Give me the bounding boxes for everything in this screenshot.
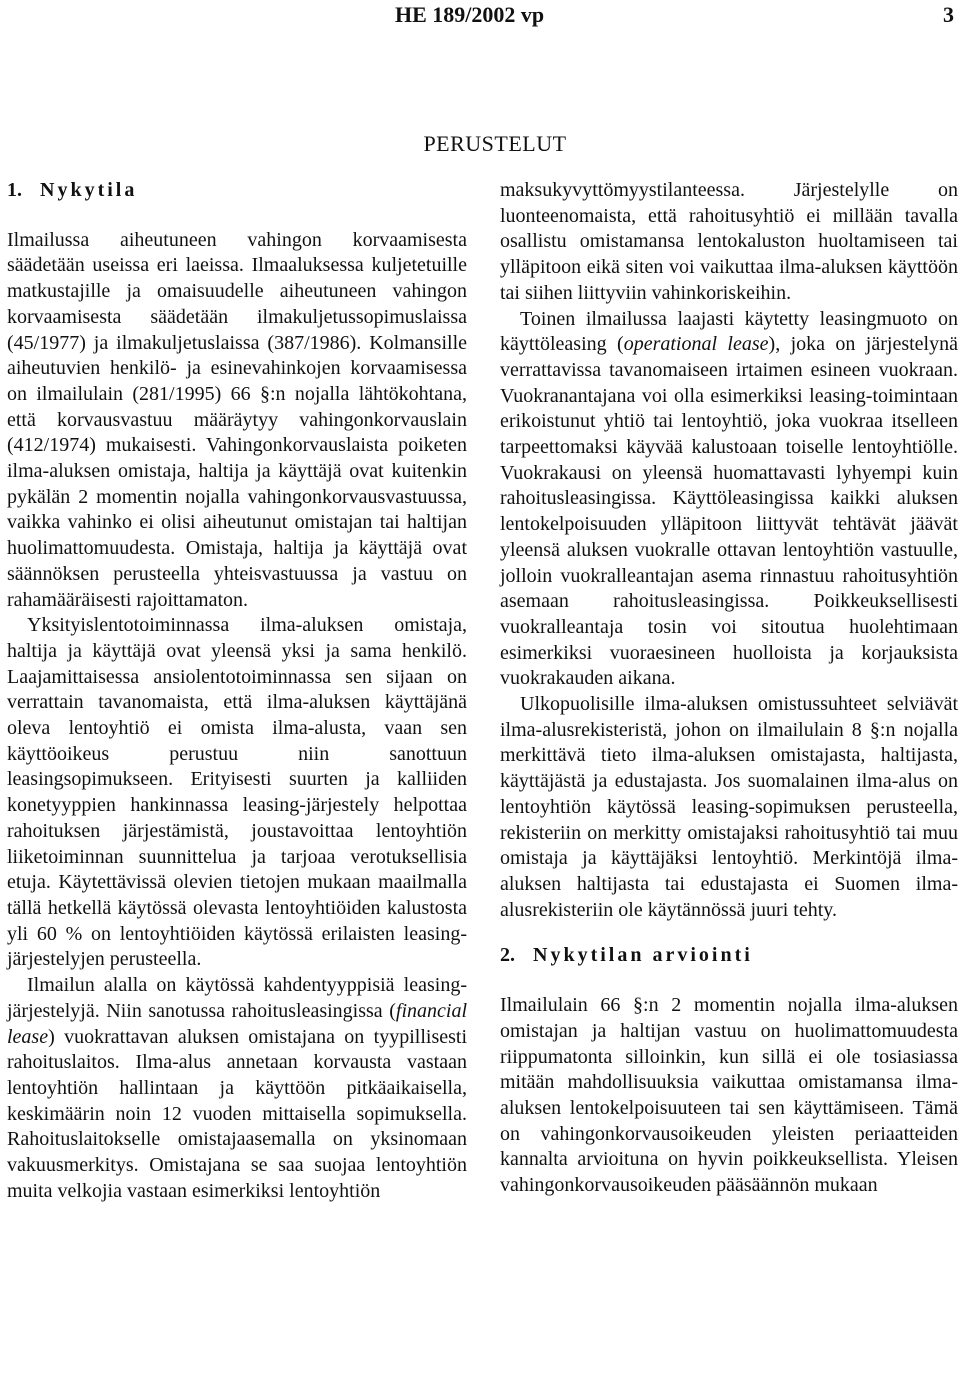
- heading-number: 2.: [500, 944, 515, 967]
- heading-nykytilan-arviointi: [500, 943, 958, 969]
- paragraph: maksukyvyttömyystilanteessa. Järjestelylle on luonteenomaista, että rahoitusyhtiö ei millään tavalla osallistu omistamansa lentokaluston huoltamiseen tai ylläpitoon eikä siten voi vaikuttaa ilma-aluksen käyttöön tai siihen liittyviin vahinkoriskeihin.: [500, 179, 958, 304]
- right-column: [500, 178, 958, 1199]
- heading-nykytila: [7, 178, 467, 204]
- left-column: [7, 178, 467, 1204]
- document-id: HE 189/2002 vp: [395, 2, 545, 27]
- page-header: [0, 0, 960, 30]
- paragraph: Ilmailun alalla on käytössä kahdentyyppisiä leasing-järjestelyjä. Niin sanotussa rahoitusleasingissa (financial lease) vuokrattavan aluksen omistajana on tyypillisesti rahoituslaitos. Ilma-alus annetaan korvausta vastaan lentoyhtiön hallintaan ja käyttöön pitkäaikaisella, keskimäärin noin 12 vuoden mittaisella sopimuksella. Rahoituslaitokselle omistajaasemalla on yksinomaan vakuusmerkitys. Omistajana se saa suojaa lentoyhtiön muita velkojia vastaan esimerkiksi lentoyhtiön: [7, 974, 467, 1202]
- heading-text: Nykytilan arviointi: [533, 944, 753, 967]
- paragraph: Toinen ilmailussa laajasti käytetty leasingmuoto on käyttöleasing (operational lease), joka on järjestelynä verrattavissa tavanomaiseen irtaimen esineen vuokraan. Vuokranantajana voi olla esimerkiksi leasing-toimintaan erikoistunut yhtiö tai lentoyhtiö, joka vuokraa itselleen tarpeettomaksi käyvää kalustoaan toiselle lentoyhtiölle. Vuokrakausi on yleensä huomattavasti lyhyempi kuin rahoitusleasingissa. Käyttöleasingissa kaikki aluksen lentokelpoisuuden ylläpitoon liittyvät tehtävät jäävät yleensä aluksen vuokralle ottavan lentoyhtiön vastuulle, jolloin vuokralleantajan asema rinnastuu rahoitusyhtiön asemaan rahoitusleasingissa. Poikkeuksellisesti vuokralleantaja tosin voi sitoutua huolehtimaan esimerkiksi vuoraesineen huolloista ja korjauksista vuokrakauden aikana.: [500, 307, 958, 690]
- paragraph: Ilmailussa aiheutuneen vahingon korvaamisesta säädetään useissa eri laeissa. Ilmaaluksessa kuljetetuille matkustajille ja omaisuudelle aiheutuneen vahingon korvaamisesta säädetään ilmakuljetussopimuslaissa (45/1977) ja ilmakuljetuslaissa (387/1986). Kolmansille aiheutuvien henkilö- ja esinevahinkojen korvaamisessa on ilmailulain (281/1995) 66 §:n nojalla lähtökohtana, että korvausvastuu määräytyy vahingonkorvauslain (412/1974) mukaisesti. Vahingonkorvauslaista poiketen ilma-aluksen omistaja, haltija ja käyttäjä ovat kuitenkin pykälän 2 momentin nojalla vahingonkorvausvastuussa, vaikka vahinko ei olisi aiheutunut omistajan tai haltijan huolimattomuudesta. Omistaja, haltija ja käyttäjä ovat säännöksen perusteella yhteisvastuussa ja vastuu on rahamääräisesti rajoittamaton.: [7, 228, 467, 611]
- page-number: 3: [943, 2, 954, 27]
- heading-number: 1.: [7, 179, 22, 201]
- paragraph: Yksityislentotoiminnassa ilma-aluksen omistaja, haltija ja käyttäjä ovat yleensä yksi ja sama henkilö. Laajamittaisessa ansiolentotoiminnassa sen sijaan on verrattain tavanomaista, että ilma-aluksen käyttäjänä oleva lentoyhtiö ei omista ilma-alusta, vaan sen käyttöoikeus perustuu niin sanottuun leasingsopimukseen. Erityisesti suurten ja kalliiden konetyyppien hankinnassa leasing-järjestely helpottaa rahoituksen järjestämistä, joustavoittaa lentoyhtiön liiketoiminnan suunnittelua ja tarjoaa verotuksellisia etuja. Käytettävissä olevien tietojen mukaan maailmalla tällä hetkellä käytössä olevasta lentoyhtiöiden kalustosta yli 60 % on lentoyhtiöiden käytössä erilaisten leasing-järjestelyjen perusteella.: [7, 614, 467, 971]
- paragraph: Ulkopuolisille ilma-aluksen omistussuhteet selviävät ilma-alusrekisteristä, johon on ilmailulain 8 §:n nojalla merkittävä tieto ilma-aluksen omistajasta, haltijasta, käyttäjästä ja edustajasta. Jos suomalainen ilma-alus on lentoyhtiön käytössä leasing-sopimuksen perusteella, rekisteriin on merkitty omistajaksi rahoitusyhtiö tai muu omistaja ja käyttäjäksi lentoyhtiö. Merkintöjä ilma-aluksen haltijasta tai edustajasta ei Suomen ilma-alusrekisteriin ole käytännössä juuri tehty.: [500, 693, 958, 921]
- paragraph: Ilmailulain 66 §:n 2 momentin nojalla ilma-aluksen omistajan ja haltijan vastuu on huolimattomuudesta riippumatonta silloinkin, kun sillä ei ole tosiasiassa mitään mahdollisuuksia vaikuttaa omistamansa ilma-aluksen lentokelpoisuuteen tai sen käyttämiseen. Tämä on vahingonkorvausoikeuden yleisten periaatteiden kannalta arvioituna on hyvin poikkeuksellista. Yleisen vahingonkorvausoikeuden pääsäännön mukaan: [500, 994, 958, 1197]
- section-heading: PERUSTELUT: [423, 131, 567, 156]
- heading-text: Nykytila: [40, 179, 138, 201]
